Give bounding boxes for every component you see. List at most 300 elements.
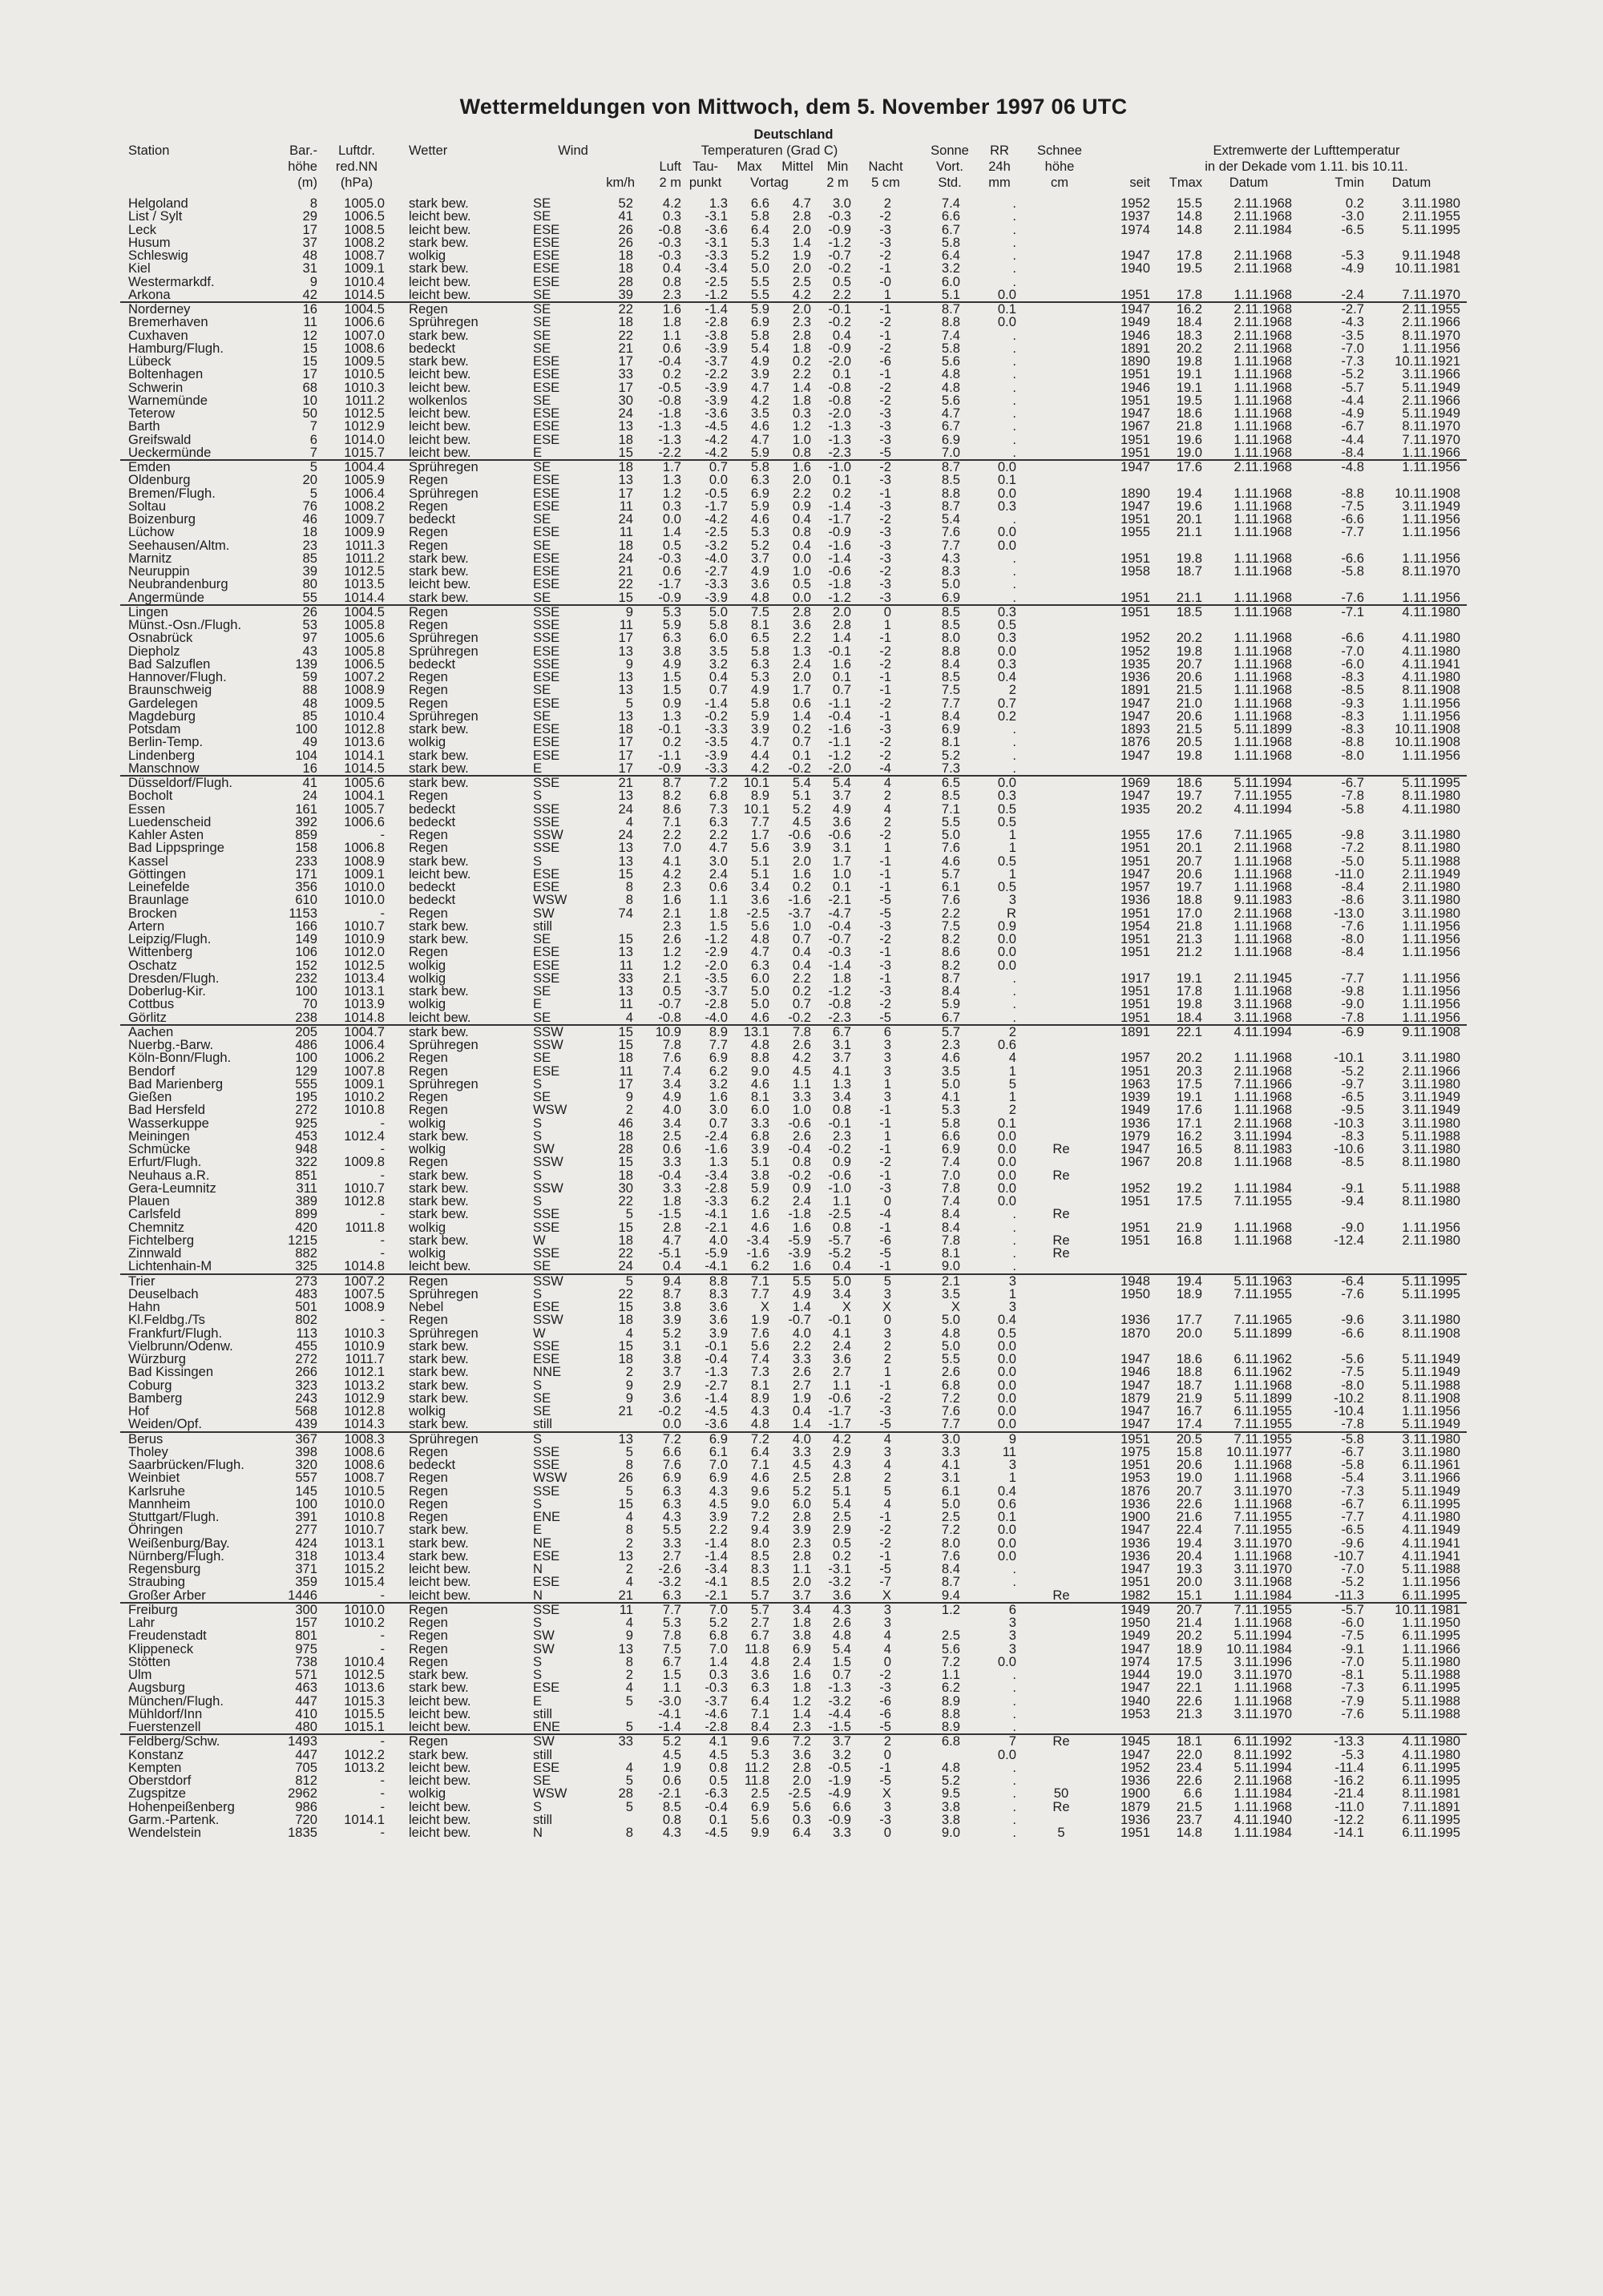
- cell-tmax: 21.9: [1176, 1390, 1202, 1406]
- cell-tmin-date: 4.11.1980: [1402, 801, 1460, 817]
- cell-precip: .: [1012, 1561, 1016, 1576]
- cell-max-temp: 7.7: [750, 813, 769, 829]
- cell-min-temp: -4.7: [828, 905, 851, 921]
- cell-weather: stark bew.: [409, 1522, 469, 1538]
- cell-pressure: -: [380, 1312, 385, 1328]
- cell-pressure: 1008.2: [344, 234, 385, 250]
- cell-night-temp: -1: [879, 853, 891, 869]
- cell-wind-dir: still: [533, 1705, 552, 1721]
- cell-wind-dir: S: [533, 1667, 543, 1682]
- cell-air-temp: -0.3: [658, 550, 681, 566]
- cell-wind-dir: SSW: [533, 1154, 563, 1170]
- cell-height: 447: [295, 1746, 317, 1762]
- cell-pressure: -: [380, 905, 385, 921]
- cell-tmax-date: 1.11.1984: [1234, 1587, 1292, 1603]
- cell-precip: .: [1012, 734, 1016, 750]
- cell-air-temp: 0.4: [662, 260, 681, 276]
- cell-tmin: -8.4: [1341, 879, 1364, 894]
- cell-wind-dir: SE: [533, 340, 551, 356]
- cell-sunshine: 8.7: [941, 970, 960, 986]
- cell-precip: .: [1012, 589, 1016, 605]
- cell-tmin: -8.3: [1341, 1128, 1364, 1144]
- cell-station: Osnabrück: [128, 630, 193, 646]
- cell-weather: stark bew.: [409, 1667, 469, 1682]
- cell-since: 1937: [1120, 208, 1150, 224]
- cell-max-temp: 4.8: [750, 1653, 769, 1669]
- cell-tmax: 16.2: [1176, 301, 1202, 317]
- cell-wind-speed: 33: [618, 970, 633, 986]
- cell-mean-temp: 1.4: [792, 234, 811, 250]
- cell-tmin: -7.7: [1341, 1509, 1364, 1524]
- cell-since: 1951: [1120, 944, 1150, 960]
- cell-mean-temp: 4.7: [792, 196, 811, 211]
- cell-tmax-date: 3.11.1970: [1234, 1667, 1292, 1682]
- cell-tmin-date: 8.11.1981: [1402, 1786, 1460, 1802]
- table-row: [120, 1011, 1467, 1024]
- cell-since: 1951: [1120, 431, 1150, 447]
- cell-tmin: -4.3: [1341, 314, 1364, 330]
- cell-pressure: 1006.4: [344, 485, 385, 501]
- cell-mean-temp: 1.2: [792, 1693, 811, 1709]
- cell-min-temp: -0.7: [828, 248, 851, 263]
- cell-min-temp: 1.1: [832, 1193, 851, 1209]
- cell-wind-dir: S: [533, 788, 543, 804]
- cell-wind-speed: 4: [625, 1009, 633, 1025]
- cell-min-temp: 0.2: [832, 485, 851, 501]
- cell-wind-speed: 5: [625, 1693, 633, 1709]
- cell-weather: stark bew.: [409, 721, 469, 736]
- cell-night-temp: X: [882, 1786, 891, 1802]
- cell-min-temp: -0.8: [828, 379, 851, 395]
- cell-precip: 3: [1008, 1299, 1016, 1314]
- cell-sunshine: 6.4: [941, 248, 960, 263]
- cell-height: 439: [295, 1416, 317, 1432]
- cell-tmax-date: 1.11.1968: [1234, 1470, 1292, 1486]
- cell-height: 1215: [288, 1232, 317, 1248]
- cell-pressure: -: [380, 1115, 385, 1131]
- cell-mean-temp: 5.5: [792, 1273, 811, 1289]
- cell-wind-dir: ESE: [533, 248, 560, 263]
- cell-max-temp: 8.1: [750, 1377, 769, 1393]
- cell-dew-point: -2.2: [705, 366, 728, 382]
- cell-weather: leicht bew.: [409, 1811, 471, 1827]
- cell-precip: .: [1012, 392, 1016, 408]
- cell-sunshine: 5.6: [941, 353, 960, 369]
- cell-dew-point: -4.1: [705, 1206, 728, 1222]
- cell-tmax: 19.8: [1176, 747, 1202, 763]
- cell-mean-temp: 2.3: [792, 314, 811, 330]
- cell-sunshine: 5.8: [941, 1115, 960, 1131]
- cell-pressure: 1005.9: [344, 472, 385, 488]
- cell-tmax: 19.4: [1176, 485, 1202, 501]
- cell-tmax-date: 5.11.1994: [1234, 775, 1292, 790]
- cell-weather: bedeckt: [409, 656, 456, 672]
- cell-mean-temp: 4.5: [792, 1457, 811, 1472]
- cell-wind-dir: SW: [533, 905, 555, 921]
- cell-tmin: -8.4: [1341, 944, 1364, 960]
- cell-since: 1951: [1120, 853, 1150, 869]
- cell-night-temp: 3: [883, 1615, 891, 1630]
- cell-weather: Regen: [409, 1312, 448, 1328]
- cell-tmax: 20.1: [1176, 840, 1202, 856]
- cell-weather: stark bew.: [409, 327, 469, 343]
- cell-wind-dir: SSW: [533, 1273, 563, 1289]
- cell-dew-point: -1.6: [705, 1141, 728, 1156]
- cell-tmax-date: 5.11.1994: [1234, 1628, 1292, 1644]
- cell-precip: 0.0: [997, 1403, 1016, 1418]
- cell-pressure: -: [380, 1245, 385, 1261]
- cell-night-temp: -1: [879, 1167, 891, 1183]
- cell-wind-speed: 24: [618, 827, 633, 842]
- cell-station: Stuttgart/Flugh.: [128, 1509, 220, 1524]
- cell-air-temp: -0.4: [658, 353, 681, 369]
- cell-night-temp: 4: [883, 1495, 891, 1511]
- cell-min-temp: 2.8: [832, 1470, 851, 1486]
- cell-tmax-date: 7.11.1965: [1234, 827, 1292, 842]
- cell-since: 1947: [1120, 695, 1150, 711]
- cell-weather: Sprühregen: [409, 1037, 478, 1052]
- cell-tmin-date: 2.11.1966: [1402, 1063, 1460, 1079]
- cell-height: 59: [302, 669, 317, 684]
- cell-since: 1939: [1120, 1089, 1150, 1104]
- cell-wind-dir: ESE: [533, 1680, 560, 1696]
- cell-wind-dir: SE: [533, 1089, 551, 1104]
- cell-sunshine: 8.6: [941, 944, 960, 960]
- cell-wind-dir: SE: [533, 392, 551, 408]
- cell-wind-speed: 2: [625, 1667, 633, 1682]
- cell-sunshine: 6.8: [941, 1733, 960, 1749]
- cell-weather: Regen: [409, 1063, 448, 1079]
- cell-sunshine: 4.6: [941, 853, 960, 869]
- cell-precip: .: [1012, 1825, 1016, 1840]
- cell-air-temp: -0.8: [658, 392, 681, 408]
- cell-tmin: -9.6: [1341, 1312, 1364, 1328]
- cell-precip: 0.2: [997, 708, 1016, 724]
- cell-tmin-date: 8.11.1980: [1402, 1193, 1460, 1209]
- cell-precip: 3: [1008, 892, 1016, 908]
- cell-mean-temp: 2.5: [792, 1470, 811, 1486]
- cell-dew-point: -3.6: [705, 1416, 728, 1432]
- cell-since: 1951: [1120, 983, 1150, 999]
- cell-min-temp: 5.1: [832, 1483, 851, 1499]
- cell-mean-temp: 4.5: [792, 813, 811, 829]
- cell-height: 7: [309, 418, 317, 434]
- cell-max-temp: 3.9: [750, 366, 769, 382]
- cell-tmin-date: 1.11.1956: [1402, 695, 1460, 711]
- cell-wind-dir: S: [533, 1115, 543, 1131]
- cell-tmin-date: 1.11.1956: [1402, 1574, 1460, 1590]
- cell-height: 41: [302, 775, 317, 790]
- cell-air-temp: 0.3: [662, 208, 681, 224]
- cell-weather: leicht bew.: [409, 273, 471, 289]
- cell-wind-speed: 4: [625, 1615, 633, 1630]
- cell-mean-temp: 2.2: [792, 970, 811, 986]
- cell-tmax: 18.6: [1176, 406, 1202, 421]
- cell-weather: Regen: [409, 1640, 448, 1656]
- cell-dew-point: -1.4: [705, 1535, 728, 1551]
- cell-tmax-date: 7.11.1955: [1234, 1601, 1292, 1617]
- cell-tmax: 20.2: [1176, 801, 1202, 817]
- cell-pressure: -: [380, 1206, 385, 1222]
- cell-sunshine: 6.7: [941, 221, 960, 237]
- cell-air-temp: 7.6: [662, 1050, 681, 1066]
- cell-wind-speed: 15: [618, 1023, 633, 1039]
- cell-pressure: 1010.7: [344, 918, 385, 934]
- cell-pressure: 1015.7: [344, 444, 385, 460]
- cell-weather: bedeckt: [409, 1457, 456, 1472]
- cell-tmin-date: 4.11.1941: [1402, 1535, 1460, 1551]
- cell-tmin: -5.2: [1341, 1063, 1364, 1079]
- cell-sunshine: 8.9: [941, 1719, 960, 1734]
- cell-dew-point: 2.2: [709, 1522, 728, 1538]
- cell-max-temp: 6.4: [750, 221, 769, 237]
- cell-min-temp: -2.3: [828, 444, 851, 460]
- cell-tmin-date: 5.11.1988: [1402, 1561, 1460, 1576]
- cell-mean-temp: 1.8: [792, 1615, 811, 1630]
- cell-air-temp: 7.1: [662, 813, 681, 829]
- cell-pressure: 1009.1: [344, 1075, 385, 1092]
- cell-max-temp: 5.1: [750, 853, 769, 869]
- cell-mean-temp: 0.1: [792, 747, 811, 763]
- cell-sunshine: 6.7: [941, 1009, 960, 1025]
- cell-tmax: 19.8: [1176, 353, 1202, 369]
- cell-tmin-date: 5.11.1988: [1402, 1705, 1460, 1721]
- cell-tmax: 18.7: [1176, 1377, 1202, 1393]
- cell-night-temp: -2: [879, 1667, 891, 1682]
- cell-wind-dir: E: [533, 1693, 543, 1709]
- cell-weather: stark bew.: [409, 1351, 469, 1366]
- cell-max-temp: 4.8: [750, 1037, 769, 1052]
- cell-wind-speed: 15: [618, 1219, 633, 1235]
- cell-wind-speed: 11: [619, 1063, 633, 1079]
- cell-since: 1936: [1120, 669, 1150, 684]
- cell-tmax: 17.8: [1176, 248, 1202, 263]
- cell-max-temp: 4.6: [750, 418, 769, 434]
- cell-wind-dir: S: [533, 1798, 543, 1814]
- cell-sunshine: 7.5: [941, 918, 960, 934]
- cell-since: 1957: [1120, 1050, 1150, 1066]
- cell-station: Cuxhaven: [128, 327, 188, 343]
- cell-tmax-date: 1.11.1968: [1234, 747, 1292, 763]
- cell-height: 359: [295, 1574, 317, 1590]
- cell-height: 37: [302, 234, 317, 250]
- cell-tmax: 20.6: [1176, 866, 1202, 882]
- cell-pressure: 1008.6: [344, 1443, 385, 1459]
- cell-max-temp: 3.6: [750, 576, 769, 592]
- cell-since: 1951: [1120, 444, 1150, 460]
- cell-since: 1951: [1120, 286, 1150, 302]
- table-row: [120, 762, 1467, 775]
- cell-tmax-date: 1.11.1968: [1234, 286, 1292, 302]
- cell-station: Norderney: [128, 301, 191, 317]
- cell-night-temp: 3: [883, 1325, 891, 1341]
- cell-tmin: -5.6: [1341, 1351, 1364, 1366]
- cell-wind-speed: 5: [625, 1443, 633, 1459]
- cell-mean-temp: 2.8: [792, 1759, 811, 1775]
- cell-height: 31: [302, 260, 317, 276]
- cell-dew-point: 4.7: [709, 840, 728, 856]
- cell-min-temp: -1.7: [828, 511, 851, 527]
- cell-tmax-date: 4.11.1994: [1234, 1023, 1292, 1039]
- cell-max-temp: 9.6: [750, 1733, 769, 1749]
- cell-tmin-date: 1.11.1956: [1402, 524, 1460, 540]
- cell-since: 1957: [1120, 879, 1150, 894]
- cell-air-temp: 1.7: [662, 459, 681, 474]
- cell-tmin: -11.3: [1334, 1587, 1364, 1603]
- cell-min-temp: 3.6: [832, 1351, 851, 1366]
- cell-tmax: 19.8: [1176, 996, 1202, 1012]
- cell-dew-point: 3.0: [709, 853, 728, 869]
- cell-air-temp: 1.1: [662, 1680, 681, 1696]
- cell-precip: 0.0: [997, 775, 1016, 790]
- cell-precip: .: [1012, 1759, 1016, 1775]
- cell-night-temp: 2: [883, 1733, 891, 1749]
- cell-snow: 50: [1053, 1786, 1069, 1802]
- cell-wind-speed: 5: [625, 1798, 633, 1814]
- cell-since: 1951: [1120, 589, 1150, 605]
- cell-tmax: 21.4: [1176, 1615, 1202, 1630]
- cell-tmax: 17.0: [1176, 905, 1202, 921]
- cell-night-temp: 4: [883, 1640, 891, 1656]
- cell-mean-temp: 1.2: [792, 418, 811, 434]
- cell-air-temp: 7.6: [662, 1457, 681, 1472]
- cell-tmin-date: 3.11.1980: [1402, 1050, 1460, 1066]
- cell-weather: Regen: [409, 905, 448, 921]
- cell-pressure: 1013.4: [344, 970, 385, 986]
- cell-since: 1900: [1120, 1509, 1150, 1524]
- cell-wind-speed: 13: [618, 682, 633, 698]
- cell-wind-dir: SSW: [533, 827, 563, 842]
- cell-tmin: -2.7: [1341, 301, 1364, 317]
- cell-since: 1969: [1120, 775, 1150, 790]
- cell-max-temp: 10.1: [743, 801, 769, 817]
- cell-since: 1951: [1120, 366, 1150, 382]
- cell-tmin: -9.6: [1341, 1535, 1364, 1551]
- cell-air-temp: 2.1: [662, 970, 681, 986]
- cell-sunshine: 3.5: [941, 1285, 960, 1301]
- cell-tmax: 18.9: [1176, 1285, 1202, 1301]
- cell-min-temp: 1.4: [832, 630, 851, 646]
- cell-air-temp: -0.1: [658, 721, 681, 736]
- cell-air-temp: -1.4: [658, 1719, 681, 1734]
- cell-sunshine: 7.4: [941, 1193, 960, 1209]
- cell-wind-speed: 52: [618, 196, 633, 211]
- cell-snow: 5: [1057, 1825, 1065, 1840]
- cell-dew-point: -1.3: [705, 1364, 728, 1380]
- cell-since: 1947: [1120, 747, 1150, 763]
- cell-tmin: -7.0: [1341, 1653, 1364, 1669]
- cell-pressure: -: [380, 1825, 385, 1840]
- cell-weather: leicht bew.: [409, 1798, 471, 1814]
- cell-wind-dir: SSE: [533, 775, 560, 790]
- station-group: [120, 1024, 1467, 1273]
- cell-night-temp: -3: [879, 576, 891, 592]
- cell-tmax: 20.6: [1176, 1457, 1202, 1472]
- cell-weather: Regen: [409, 498, 448, 514]
- cell-min-temp: 2.6: [832, 1615, 851, 1630]
- cell-wind-speed: 24: [618, 801, 633, 817]
- cell-tmax: 17.6: [1176, 827, 1202, 842]
- cell-wind-speed: 15: [618, 444, 633, 460]
- cell-tmin: -9.0: [1341, 996, 1364, 1012]
- cell-weather: Regen: [409, 1615, 448, 1630]
- cell-mean-temp: 2.5: [792, 273, 811, 289]
- cell-snow: Re: [1052, 1798, 1070, 1814]
- cell-sunshine: 9.0: [941, 1825, 960, 1840]
- cell-wind-dir: SE: [533, 1403, 551, 1418]
- cell-pressure: 1013.1: [344, 983, 385, 999]
- cell-tmax-date: 2.11.1968: [1234, 208, 1292, 224]
- cell-air-temp: 6.9: [662, 1470, 681, 1486]
- cell-tmax: 19.6: [1176, 431, 1202, 447]
- cell-since: 1967: [1120, 1154, 1150, 1170]
- cell-night-temp: -3: [879, 983, 891, 999]
- cell-precip: 0.0: [997, 459, 1016, 474]
- cell-height: 948: [295, 1141, 317, 1156]
- cell-mean-temp: 0.2: [792, 721, 811, 736]
- cell-weather: Regen: [409, 1154, 448, 1170]
- cell-station: Weißenburg/Bay.: [128, 1535, 230, 1551]
- cell-max-temp: 4.6: [750, 1219, 769, 1235]
- cell-max-temp: 6.8: [750, 1128, 769, 1144]
- cell-tmin-date: 1.11.1956: [1402, 983, 1460, 999]
- cell-mean-temp: 1.0: [792, 1102, 811, 1118]
- cell-dew-point: -3.9: [705, 392, 728, 408]
- cell-air-temp: 0.5: [662, 983, 681, 999]
- cell-pressure: 1009.8: [344, 1154, 385, 1170]
- cell-weather: stark bew.: [409, 775, 469, 790]
- cell-max-temp: 8.1: [750, 1089, 769, 1104]
- cell-max-temp: 6.4: [750, 1443, 769, 1459]
- cell-precip: .: [1012, 1232, 1016, 1248]
- cell-since: 1936: [1120, 1115, 1150, 1131]
- cell-max-temp: 5.1: [750, 866, 769, 882]
- cell-precip: 11: [1002, 1443, 1016, 1459]
- cell-since: 1963: [1120, 1075, 1150, 1092]
- cell-tmin: -5.7: [1341, 1601, 1364, 1617]
- cell-tmin: -4.4: [1341, 431, 1364, 447]
- cell-max-temp: 6.3: [750, 957, 769, 973]
- cell-height: 391: [295, 1509, 317, 1524]
- cell-precip: 0.0: [997, 524, 1016, 540]
- cell-tmax-date: 1.11.1968: [1234, 1615, 1292, 1630]
- cell-tmin-date: 1.11.1966: [1402, 444, 1460, 460]
- cell-tmax-date: 1.11.1968: [1234, 931, 1292, 946]
- cell-tmax: 20.7: [1176, 656, 1202, 672]
- table-row: [120, 1721, 1467, 1733]
- cell-wind-speed: 5: [625, 1273, 633, 1289]
- cell-weather: wolkig: [409, 248, 446, 263]
- cell-max-temp: X: [760, 1299, 769, 1314]
- cell-pressure: 1010.3: [344, 1325, 385, 1341]
- cell-tmax-date: 3.11.1968: [1234, 996, 1292, 1012]
- cell-since: 1951: [1120, 511, 1150, 527]
- table-row: [120, 446, 1467, 459]
- cell-wind-dir: SSE: [533, 656, 560, 672]
- cell-dew-point: 6.9: [709, 1430, 728, 1447]
- cell-tmax-date: 2.11.1984: [1234, 221, 1292, 237]
- cell-tmax-date: 1.11.1968: [1234, 1377, 1292, 1393]
- cell-tmax-date: 2.11.1968: [1234, 905, 1292, 921]
- cell-tmin-date: 5.11.1980: [1402, 1653, 1460, 1669]
- cell-tmax: 20.5: [1176, 734, 1202, 750]
- cell-weather: stark bew.: [409, 1377, 469, 1393]
- cell-night-temp: -3: [879, 1180, 891, 1196]
- cell-station: Freudenstadt: [128, 1628, 207, 1644]
- cell-mean-temp: 1.9: [792, 248, 811, 263]
- cell-sunshine: 7.6: [941, 840, 960, 856]
- cell-max-temp: 5.8: [750, 643, 769, 659]
